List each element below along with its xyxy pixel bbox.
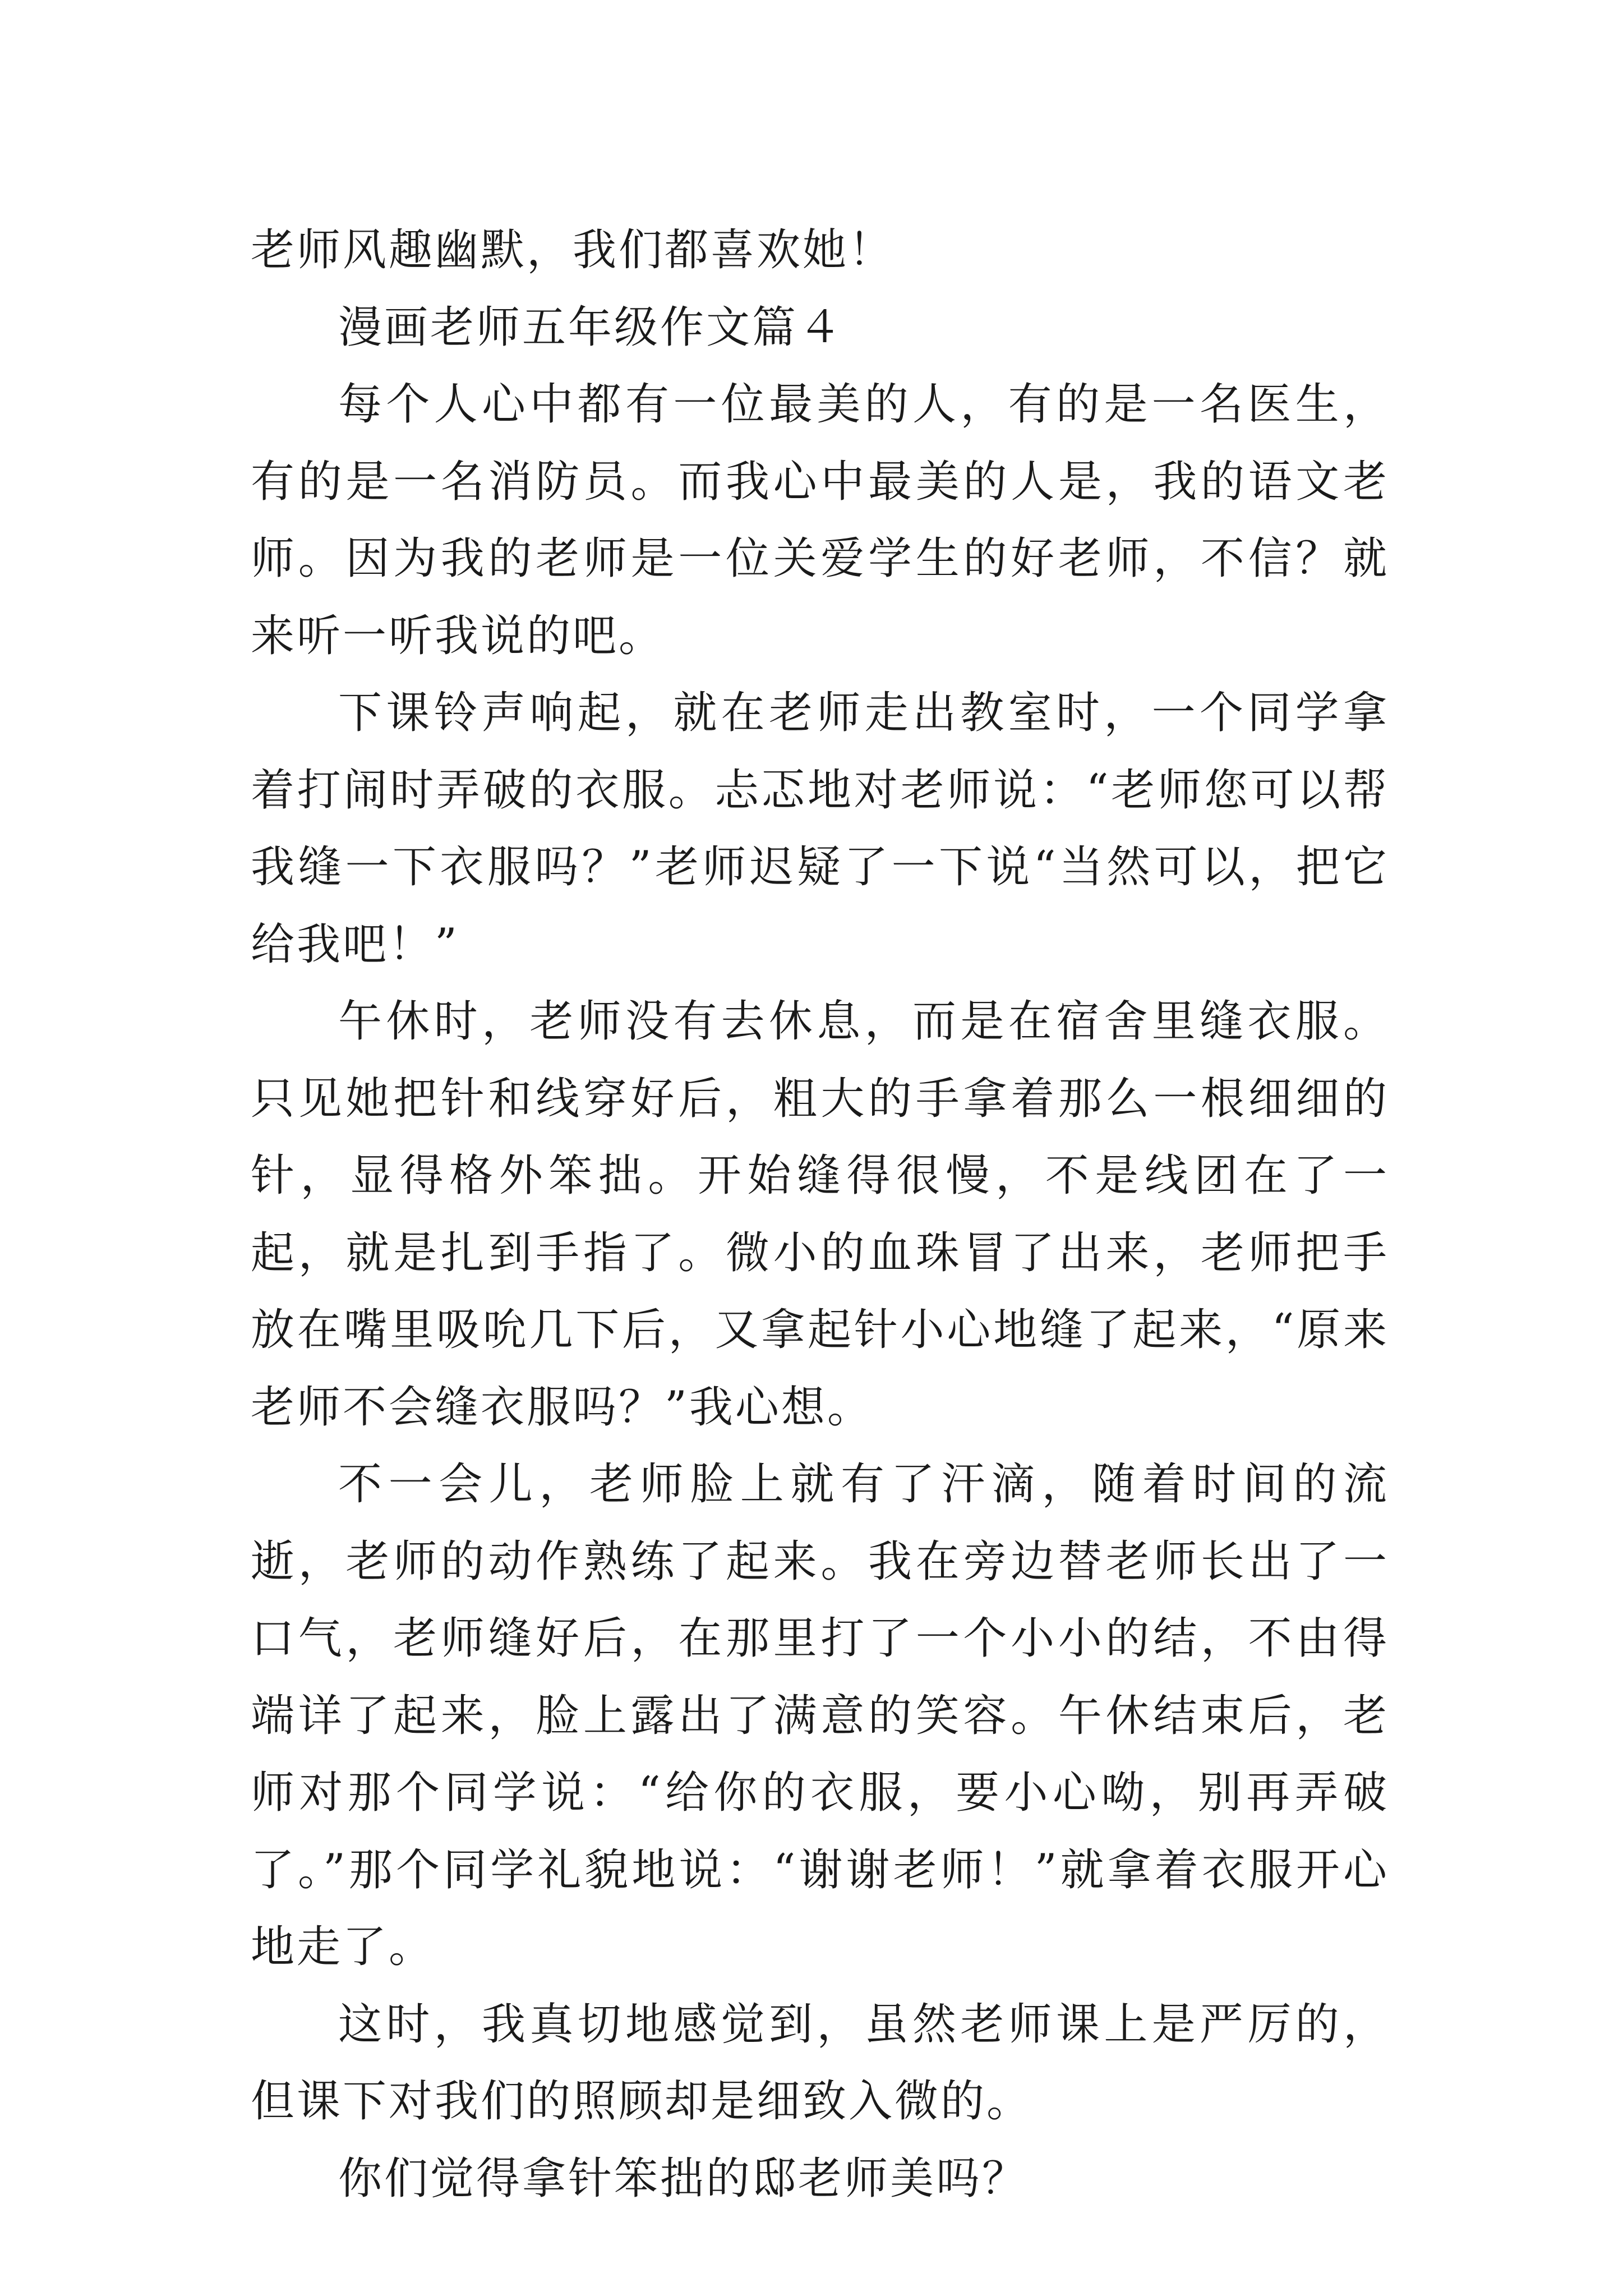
paragraph-7: 你们觉得拿针笨拙的邸老师美吗？ <box>338 2153 1029 2204</box>
paragraph-1: 老师风趣幽默，我们都喜欢她！ <box>251 225 895 275</box>
section-heading: 漫画老师五年级作文篇４ <box>338 302 845 353</box>
paragraph-5: 不一会儿，老师脸上就有了汗滴，随着时间的流逝，老师的动作熟练了起来。我在旁边替老师长出了一口气，老师缝好后，在那里打了一个小小的结，不由得端详了起来，脸上露出了满意的笑容。午休结束后，老师对那个同学说：“给你的衣服，要小心呦，别再弄破了。”那个同学礼貌地说：“谢谢老师！”就拿着衣服开心地走了。 <box>251 1459 1389 1972</box>
paragraph-3: 下课铃声响起，就在老师走出教室时，一个同学拿着打闹时弄破的衣服。忐忑地对老师说：“老师您可以帮我缝一下衣服吗？”老师迟疑了一下说“当然可以，把它给我吧！” <box>251 688 1389 970</box>
paragraph-6: 这时，我真切地感觉到，虽然老师课上是严厉的，但课下对我们的照顾却是细致入微的。 <box>251 1999 1389 2127</box>
paragraph-4: 午休时，老师没有去休息，而是在宿舍里缝衣服。只见她把针和线穿好后，粗大的手拿着那么一根细细的针，显得格外笨拙。开始缝得很慢，不是线团在了一起，就是扎到手指了。微小的血珠冒了出来，老师把手放在嘴里吸吮几下后，又拿起针小心地缝了起来，“原来老师不会缝衣服吗？”我心想。 <box>251 996 1389 1433</box>
paragraph-2: 每个人心中都有一位最美的人，有的是一名医生，有的是一名消防员。而我心中最美的人是，我的语文老师。因为我的老师是一位关爱学生的好老师，不信？就来听一听我说的吧。 <box>251 379 1389 661</box>
document-body <box>251 212 1389 2217</box>
